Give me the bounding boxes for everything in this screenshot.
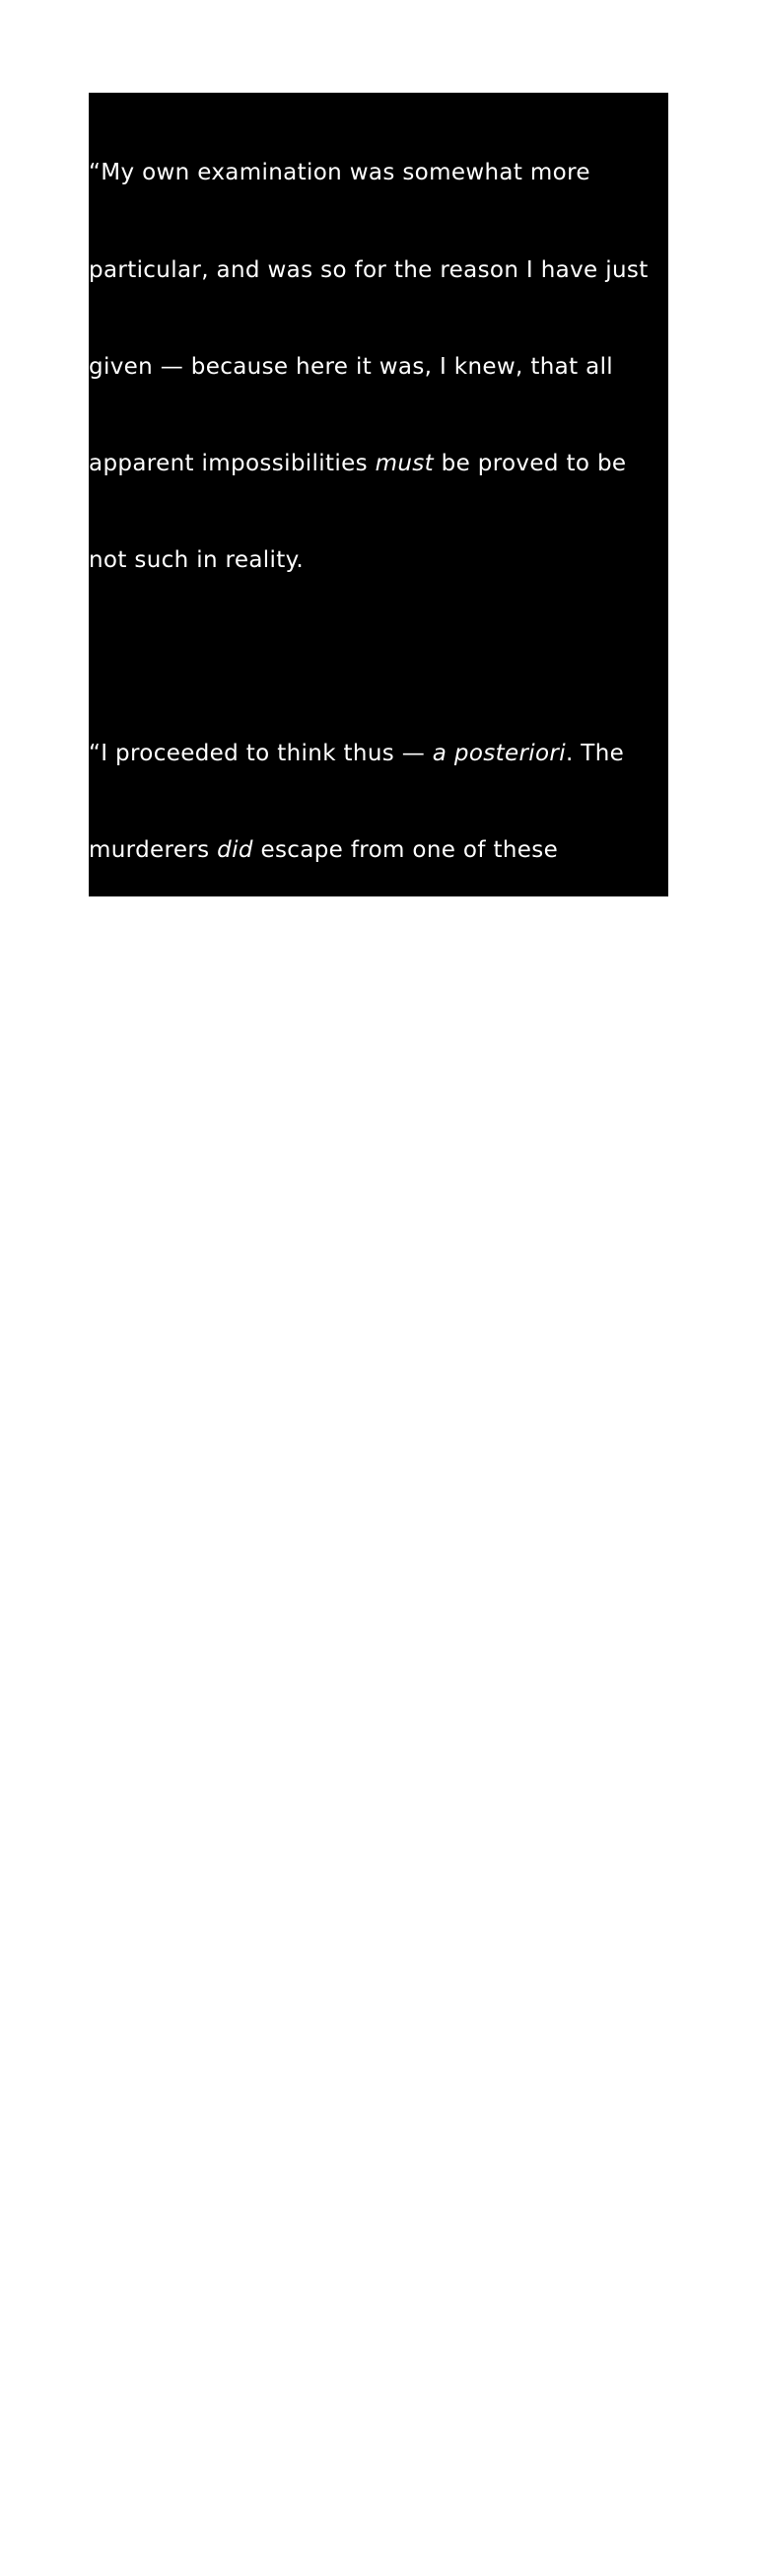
- text-line: power of fastening themselves. There was no: [89, 1514, 620, 1540]
- text-line: some difficulty, and attempted to raise the sash.: [89, 1805, 660, 1830]
- text-line: my premises, at least, were correct, however: [89, 2191, 617, 2218]
- text-line: [89, 738, 668, 770]
- text-line: “My own examination was somewhat more: [89, 160, 590, 186]
- text-run: “I proceeded to think thus —: [89, 740, 433, 766]
- text-line: particular, and was so for the reason I have just: [89, 256, 649, 283]
- italic-run: must: [375, 450, 434, 476]
- text-line: [89, 1415, 668, 1448]
- paragraph-spacer: [89, 641, 668, 674]
- italic-run: were: [175, 1417, 234, 1444]
- paragraph-1: [89, 93, 668, 641]
- text-run: . The: [565, 740, 625, 766]
- text-line: attending the nails. A careful search soon: [89, 2385, 576, 2411]
- text-run: , then, have the: [480, 1417, 667, 1444]
- text-line: escape from this conclusion. I stepped to the: [89, 1610, 616, 1637]
- text-line: not such in reality.: [89, 546, 304, 573]
- text-run: fastened. They: [233, 1417, 423, 1444]
- text-run: escape from one of these: [252, 837, 559, 864]
- text-run: apparent impossibilities: [89, 450, 376, 476]
- text-run: murderers: [89, 837, 218, 864]
- text-block: [89, 93, 668, 2508]
- text-run: be proved to be: [433, 450, 627, 476]
- text-line: fastened the sashes from the inside as they were: [89, 1031, 666, 1057]
- text-line: mysterious still appeared the circumstances: [89, 2288, 607, 2315]
- text-line: It resisted all my efforts, as I had anticipated. A: [89, 1901, 646, 1928]
- text-line: concealed spring must, I now knew, exist; and: [89, 1998, 631, 2025]
- text-line: [89, 834, 668, 867]
- text-line: found fastened, — (the consideration which put: [89, 1127, 646, 1154]
- paragraph-2: [89, 674, 668, 2576]
- text-line: of the police in this quarter). Yet the: [89, 1321, 513, 1347]
- text-line: windows. This being so, they could not have re-: [89, 934, 647, 961]
- italic-run: a posteriori: [432, 740, 566, 766]
- italic-run: did: [217, 837, 253, 864]
- text-run: sashes: [89, 1417, 176, 1444]
- text-line: a stop, through its obviousness, to the scrutiny: [89, 1224, 641, 1251]
- text-line: brought to light the hidden spring. I pressed it,: [89, 2481, 637, 2508]
- text-line: [89, 448, 668, 480]
- text-line: this corroboration of my idea convinced me that: [89, 2095, 654, 2121]
- text-line: unobstructed casement, withdrew the nail with: [89, 1707, 641, 1734]
- italic-run: must: [422, 1417, 481, 1444]
- text-line: given — because here it was, I knew, that all: [89, 353, 614, 380]
